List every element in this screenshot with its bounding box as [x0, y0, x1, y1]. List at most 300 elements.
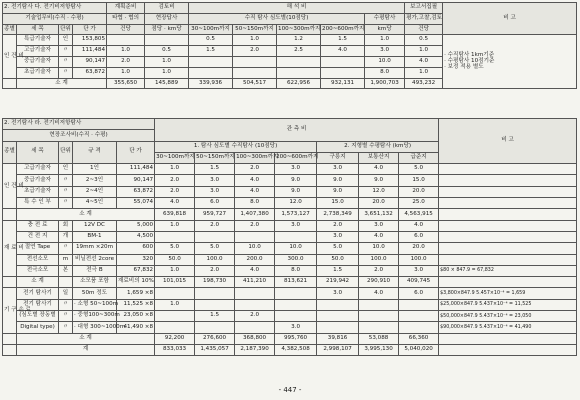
cell	[359, 299, 399, 310]
row-note: $90,000×847.9 5.437×10⁻⁴ = 41,490	[439, 322, 577, 333]
depth-2: 50~150m까지	[195, 152, 235, 163]
cell	[275, 299, 317, 310]
cell: 4.0	[405, 56, 443, 67]
header-note: 비 고	[439, 119, 577, 164]
row-unit: 〃	[59, 322, 73, 333]
cell: 3.0	[275, 164, 317, 175]
depth-1: 30~100m까지	[155, 152, 195, 163]
depth-4: 200~600m까지	[275, 152, 317, 163]
col-item: 세 목	[17, 24, 59, 35]
cell	[107, 35, 145, 46]
depth-200: 200~600m까지	[321, 24, 365, 35]
row-unit: 〃	[59, 46, 73, 57]
cell: 1.2	[277, 35, 321, 46]
cell	[155, 288, 195, 299]
cell: 219,942	[317, 277, 359, 288]
cell: 4.0	[235, 265, 275, 276]
header-report: 보고서집필	[405, 3, 443, 14]
cell: 12.0	[359, 186, 399, 197]
cell	[399, 311, 439, 322]
cell: 9.0	[359, 175, 399, 186]
section-label: 2. 전기탐사 다. 전기비저항탐사	[3, 3, 107, 14]
cell	[275, 311, 317, 322]
row-spec: 2~4인	[73, 186, 117, 197]
cell	[195, 231, 235, 242]
cell: 276,600	[195, 333, 235, 344]
cell: 4.0	[321, 46, 365, 57]
cell: 1.5	[321, 35, 365, 46]
unit-report: 건당	[405, 24, 443, 35]
cell	[317, 311, 359, 322]
page-number: - 447 -	[278, 386, 302, 394]
row-item: 초급기술자	[17, 67, 59, 78]
row-price: 4,500	[117, 231, 155, 242]
col-item: 세 목	[17, 141, 59, 164]
row-note: $80 × 847.9 = 67,832	[439, 265, 577, 276]
cell: 959,727	[195, 209, 235, 220]
note-cell	[443, 35, 577, 89]
header-vertical: 1. 탐사 심도별 수직탐사 (10점당)	[155, 141, 317, 152]
row-note	[439, 175, 577, 186]
cell: 3,651,132	[359, 209, 399, 220]
row-spec: · 소형 50~100m	[73, 299, 117, 310]
cell	[145, 35, 189, 46]
cell: 20.0	[399, 243, 439, 254]
cell: 1.0	[405, 67, 443, 78]
row-unit: 회	[59, 220, 73, 231]
row-item: 절연 Tape	[17, 243, 59, 254]
cell: 198,730	[195, 277, 235, 288]
cell: 100.0	[195, 254, 235, 265]
cell: 1,573,127	[275, 209, 317, 220]
row-note	[439, 231, 577, 242]
row-spec: 2~3인	[73, 175, 117, 186]
section-label: 2. 전기탐사 라. 전기비저항탐사	[3, 119, 155, 130]
table-row	[3, 220, 577, 231]
row-item: 특 수 인 부	[17, 198, 59, 209]
row-note	[439, 243, 577, 254]
cell	[359, 322, 399, 333]
table-row	[3, 243, 577, 254]
cell: 4.0	[155, 198, 195, 209]
cell: 2.0	[235, 220, 275, 231]
row-item: 고급기술자	[17, 46, 59, 57]
cell: 409,745	[399, 277, 439, 288]
col-unit: 단위	[59, 24, 73, 35]
cell: 1.0	[145, 56, 189, 67]
row-note: $25,000×847.9 5.437×10⁻⁴ = 11,525	[439, 299, 577, 310]
cell: 639,818	[155, 209, 195, 220]
field-survey-cost-table	[2, 118, 577, 356]
labor-rows	[3, 164, 577, 220]
table-row	[3, 198, 577, 209]
table-row	[3, 299, 577, 310]
cell: 10.0	[365, 56, 405, 67]
cell: 4,382,508	[275, 344, 317, 355]
row-note	[439, 198, 577, 209]
cell: 50.0	[155, 254, 195, 265]
table-row	[3, 322, 577, 333]
cell: 9.0	[317, 175, 359, 186]
cell	[195, 322, 235, 333]
cell: 15.0	[399, 175, 439, 186]
cell: 2.0	[155, 186, 195, 197]
cell	[277, 67, 321, 78]
row-spec: 1인	[73, 164, 117, 175]
cell: 1.5	[189, 46, 233, 57]
table-row	[3, 311, 577, 322]
subtotal-row	[3, 277, 577, 288]
cell: 3.0	[275, 220, 317, 231]
cell: 4,563,915	[399, 209, 439, 220]
cell: 1,435,057	[195, 344, 235, 355]
cell: 300.0	[275, 254, 317, 265]
row-spec: 50m 정도	[73, 288, 117, 299]
cell: 622,956	[277, 78, 321, 89]
cell	[399, 322, 439, 333]
cell: 100.0	[359, 254, 399, 265]
row-unit: 본	[59, 265, 73, 276]
cell: 3,995,130	[359, 344, 399, 355]
subtotal-label: 소 계	[17, 209, 155, 220]
cell: 50.0	[317, 254, 359, 265]
terrain-3: 급준지	[399, 152, 439, 163]
cell: 3.0	[399, 265, 439, 276]
subtotal-label: 소 계	[17, 78, 107, 89]
cell: 2,738,349	[317, 209, 359, 220]
cell	[189, 67, 233, 78]
header-horizontal: 2. 지형별 수평탐사 (km당)	[317, 141, 439, 152]
row-price: 41,490 ×8	[117, 322, 155, 333]
depth-50: 50~150m까지	[233, 24, 277, 35]
cell: 5,040,020	[399, 344, 439, 355]
table-row	[3, 231, 577, 242]
row-item: 건 전 지	[17, 231, 59, 242]
cell: 92,200	[155, 333, 195, 344]
equipment-rows	[3, 288, 577, 344]
cell: 5.0	[155, 243, 195, 254]
unit-review: 점당 · km당	[145, 24, 189, 35]
row-item: 전기 탐사기	[17, 299, 59, 310]
cell: 8.0	[235, 198, 275, 209]
cell: 1.0	[155, 265, 195, 276]
cell: 0.5	[189, 35, 233, 46]
cell: 2.0	[359, 265, 399, 276]
cell	[235, 299, 275, 310]
row-spec: 전극 B	[73, 265, 117, 276]
cell: 200.0	[235, 254, 275, 265]
row-item: 전선소모	[17, 254, 59, 265]
cell: 290,910	[359, 277, 399, 288]
cell: 932,131	[321, 78, 365, 89]
row-spec: BM-1	[73, 231, 117, 242]
row-price: 55,074	[117, 198, 155, 209]
cell: 1.0	[107, 67, 145, 78]
row-price: 320	[117, 254, 155, 265]
terrain-1: 구릉지	[317, 152, 359, 163]
depth-100: 100~300m까지	[277, 24, 321, 35]
cell	[399, 299, 439, 310]
row-unit: 〃	[59, 67, 73, 78]
row-unit: 〃	[59, 198, 73, 209]
note-line: · 보정 적용 별도	[444, 63, 484, 70]
row-price: 90,147	[73, 56, 107, 67]
cell: 2.0	[107, 56, 145, 67]
cell	[155, 311, 195, 322]
cell: 355,650	[107, 78, 145, 89]
cell: 1.0	[155, 299, 195, 310]
col-spec: 규 격	[73, 141, 117, 164]
header-analysis: 해 석 비	[189, 3, 405, 14]
table-row	[3, 186, 577, 197]
row-spec: · 중형100~300m	[73, 311, 117, 322]
table-row	[3, 35, 577, 46]
note-line: · 수평탐사 10점기준	[444, 57, 495, 64]
row-unit: 〃	[59, 186, 73, 197]
cell: 2.0	[195, 265, 235, 276]
table-row	[3, 175, 577, 186]
table-row	[3, 265, 577, 276]
depth-30: 30~100m까지	[189, 24, 233, 35]
row-price: 111,484	[117, 164, 155, 175]
subtotal-spec: 소모품 포함	[73, 277, 117, 288]
row-item: 전극소모	[17, 265, 59, 276]
cell: 4.0	[235, 186, 275, 197]
cell: 2.0	[235, 311, 275, 322]
cell: 1.5	[317, 265, 359, 276]
cell: 15.0	[317, 198, 359, 209]
cell: 9.0	[317, 186, 359, 197]
cell: 145,889	[145, 78, 189, 89]
cell: 39,816	[317, 333, 359, 344]
row-item: 전기 탐사기	[17, 288, 59, 299]
row-item: Digital type)	[17, 322, 59, 333]
cell	[235, 288, 275, 299]
row-spec: 4~5인	[73, 198, 117, 209]
cell: 12.0	[275, 198, 317, 209]
row-note: $3,800×847.9 5.457×10⁻⁴ = 1,659	[439, 288, 577, 299]
cell: 6.0	[399, 231, 439, 242]
cell: 368,800	[235, 333, 275, 344]
row-price: 63,872	[117, 186, 155, 197]
section-sub: 현장조사비(수직 · 수평)	[3, 130, 155, 141]
cell	[277, 56, 321, 67]
subtotal-label: 소 계	[17, 333, 155, 344]
table-row	[3, 254, 577, 265]
cell: 3.0	[195, 186, 235, 197]
cell: 101,015	[155, 277, 195, 288]
cell: 2.0	[235, 164, 275, 175]
row-price: 67,832	[117, 265, 155, 276]
row-spec: 19mm ×20m	[73, 243, 117, 254]
row-item: 중급기술자	[17, 175, 59, 186]
cell	[155, 322, 195, 333]
cell	[189, 56, 233, 67]
unit-km: km당	[365, 24, 405, 35]
cell: 20.0	[399, 186, 439, 197]
cell: 2.0	[233, 46, 277, 57]
col-kind: 종별	[3, 24, 17, 35]
row-unit: m	[59, 254, 73, 265]
cell: 8.0	[365, 67, 405, 78]
cell: 1.5	[195, 311, 235, 322]
cell: 1.0	[155, 164, 195, 175]
cell: 2.0	[195, 220, 235, 231]
cell: 9.0	[275, 186, 317, 197]
cell: 5.0	[195, 243, 235, 254]
material-rows	[3, 220, 577, 288]
cell: 0.5	[145, 46, 189, 57]
header-report-sub: 평가,고찰,검토	[405, 13, 443, 24]
cell: 10.0	[235, 243, 275, 254]
group-label: 재 료 비	[3, 220, 17, 276]
row-price: 90,147	[117, 175, 155, 186]
row-price: 11,525 ×8	[117, 299, 155, 310]
cell: 411,210	[235, 277, 275, 288]
cell: 2.5	[277, 46, 321, 57]
subtotal-price: 재료비의 10%	[117, 277, 155, 288]
row-price: 63,872	[73, 67, 107, 78]
cell: 5.0	[317, 243, 359, 254]
header-plan-sub: 타협 · 협의	[107, 13, 145, 24]
cell	[321, 67, 365, 78]
table-row	[3, 288, 577, 299]
col-unit: 단위	[59, 141, 73, 164]
cell: 1.0	[155, 220, 195, 231]
cell: 504,517	[233, 78, 277, 89]
grand-total-label: 계	[17, 344, 155, 355]
cell: 6.0	[195, 198, 235, 209]
cell: 1.0	[405, 46, 443, 57]
row-unit: 일	[59, 288, 73, 299]
cell: 25.0	[399, 198, 439, 209]
cell: 3.0	[317, 231, 359, 242]
row-price: 600	[117, 243, 155, 254]
row-unit: 〃	[59, 311, 73, 322]
header-review-sub: 현장답사	[145, 13, 189, 24]
row-unit: 〃	[59, 56, 73, 67]
row-unit: 〃	[59, 299, 73, 310]
row-price: 5,000	[117, 220, 155, 231]
cell	[317, 322, 359, 333]
cell: 1,900,703	[365, 78, 405, 89]
cell: 493,232	[405, 78, 443, 89]
cell: 4.0	[359, 231, 399, 242]
section-sub: 기술업무비(수직 · 수평)	[3, 13, 107, 24]
col-price: 단 가	[73, 24, 107, 35]
cell	[275, 231, 317, 242]
cell: 1.0	[233, 35, 277, 46]
cell: 2,187,390	[235, 344, 275, 355]
cell: 9.0	[275, 175, 317, 186]
cell	[233, 56, 277, 67]
cell: 3.0	[195, 175, 235, 186]
cell: 1.5	[195, 164, 235, 175]
cell: 0.5	[405, 35, 443, 46]
row-unit: 〃	[59, 243, 73, 254]
group-label: 인 건 비	[3, 35, 17, 78]
cell	[275, 288, 317, 299]
cell: 3.0	[359, 220, 399, 231]
row-item: 중급기술자	[17, 56, 59, 67]
row-note	[439, 164, 577, 175]
subtotal-label: 소 계	[17, 277, 59, 288]
row-item: 특급기술자	[17, 35, 59, 46]
cell: 1.0	[365, 35, 405, 46]
cell	[195, 299, 235, 310]
cell: 66,360	[399, 333, 439, 344]
cell: 1,407,380	[235, 209, 275, 220]
header-note: 비 고	[443, 3, 577, 35]
row-spec: · 대형 300~1000m	[73, 322, 117, 333]
cell	[195, 288, 235, 299]
cell: 4.0	[235, 175, 275, 186]
row-item: (심도별 장동별	[17, 311, 59, 322]
note-line: · 수직탐사 1km기준	[444, 52, 495, 59]
row-price: 23,050 ×8	[117, 311, 155, 322]
cell	[235, 322, 275, 333]
table-row	[3, 164, 577, 175]
col-price: 단 가	[117, 141, 155, 164]
cell: 3.0	[317, 164, 359, 175]
row-spec: 비닐전선 2core	[73, 254, 117, 265]
row-note: $50,000×847.9 5.437×10⁻⁴ = 23,050	[439, 311, 577, 322]
cell: 10.0	[275, 243, 317, 254]
header-horizontal: 수평탐사	[365, 13, 405, 24]
row-item: 초급기술자	[17, 186, 59, 197]
cell: 2.0	[317, 220, 359, 231]
header-observation: 관 측 비	[155, 119, 439, 142]
cell: 813,621	[275, 277, 317, 288]
cell: 6.0	[399, 288, 439, 299]
row-note	[439, 220, 577, 231]
unit-plan: 건당	[107, 24, 145, 35]
cell: 4.0	[359, 288, 399, 299]
cell: 8.0	[275, 265, 317, 276]
cell	[155, 231, 195, 242]
row-spec: 12V DC	[73, 220, 117, 231]
cell	[233, 67, 277, 78]
row-price: 1,659 ×8	[117, 288, 155, 299]
cell: 100.0	[399, 254, 439, 265]
cell	[235, 231, 275, 242]
row-note	[439, 254, 577, 265]
grand-total-row	[3, 344, 577, 355]
cell	[317, 299, 359, 310]
cell: 4.0	[399, 220, 439, 231]
row-unit: 〃	[59, 175, 73, 186]
cell: 5.0	[399, 164, 439, 175]
row-unit: 인	[59, 35, 73, 46]
depth-3: 100~300m까지	[235, 152, 275, 163]
cell	[321, 56, 365, 67]
cell: 833,033	[155, 344, 195, 355]
row-price: 153,805	[73, 35, 107, 46]
group-label: 기 구 손 료	[3, 288, 17, 333]
header-plan: 계획준비	[107, 3, 145, 14]
technical-cost-table	[2, 2, 577, 89]
row-price: 111,484	[73, 46, 107, 57]
cell: 3.0	[365, 46, 405, 57]
cell: 20.0	[359, 198, 399, 209]
row-item: 충 전 료	[17, 220, 59, 231]
col-kind: 종별	[3, 141, 17, 164]
cell: 4.0	[359, 164, 399, 175]
cell: 53,088	[359, 333, 399, 344]
subtotal-row	[3, 209, 577, 220]
row-unit: 인	[59, 164, 73, 175]
row-note	[439, 186, 577, 197]
